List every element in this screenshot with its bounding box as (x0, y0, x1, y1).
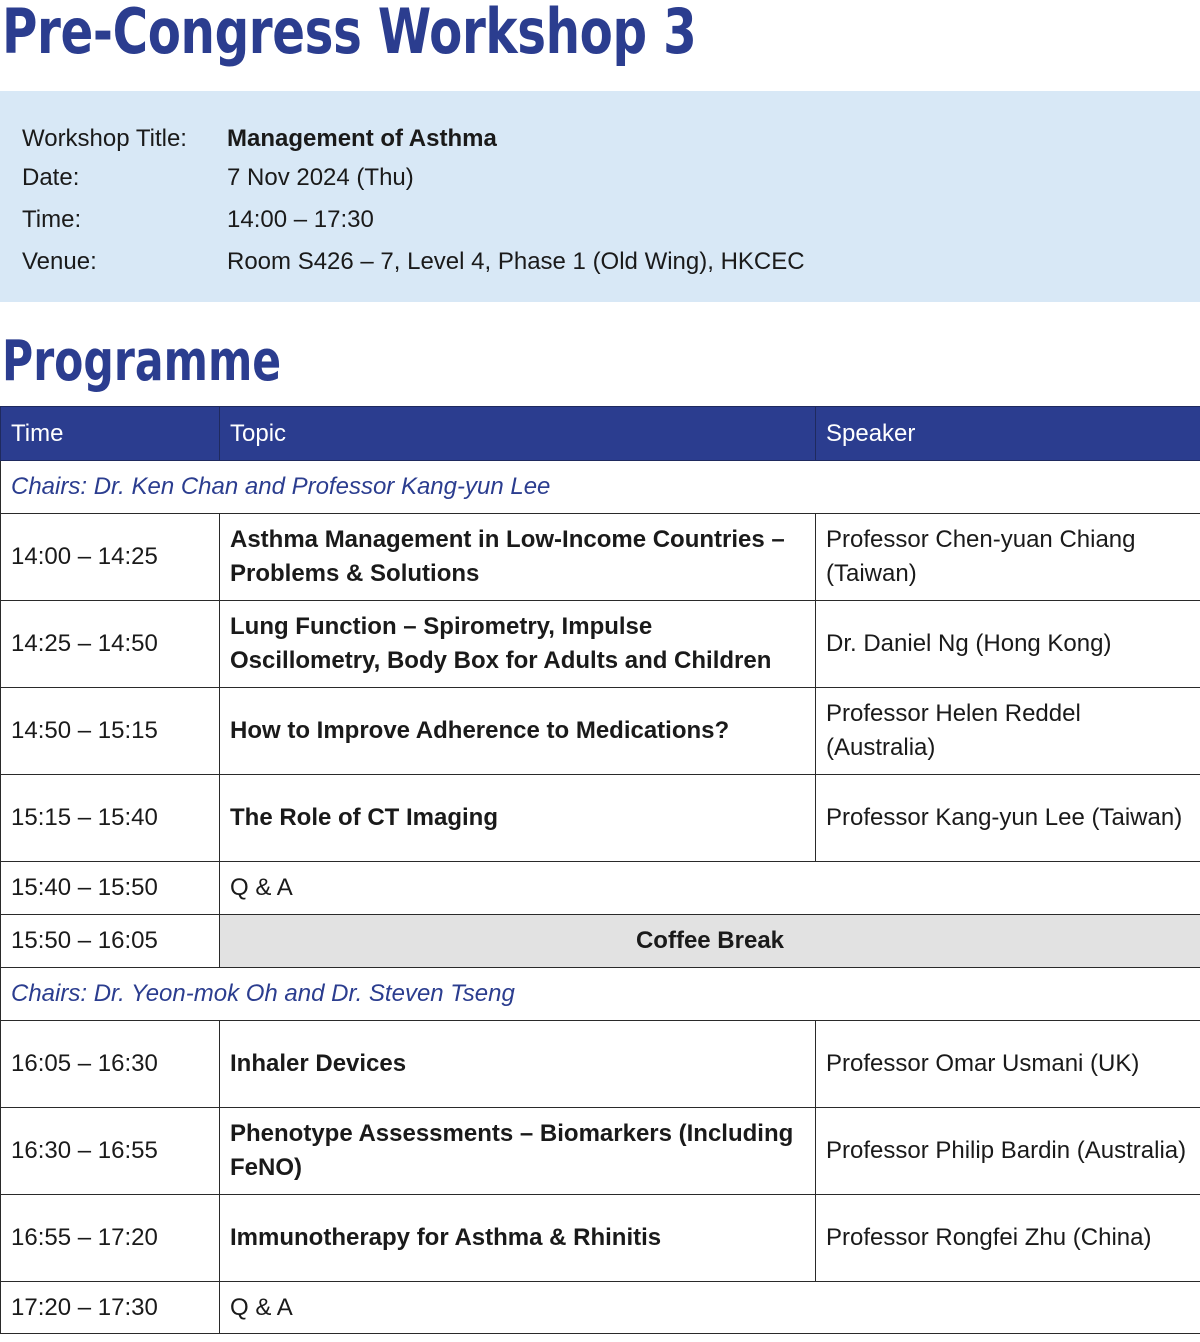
workshop-title-label: Workshop Title: (22, 125, 187, 152)
session-topic: Immunotherapy for Asthma & Rhinitis (220, 1195, 816, 1282)
qa-time: 15:40 – 15:50 (1, 862, 220, 915)
session-topic: Asthma Management in Low-Income Countries – Problems & Solutions (220, 514, 816, 601)
table-row (1, 775, 1200, 862)
session-speaker: Professor Rongfei Zhu (China) (816, 1195, 1200, 1282)
table-row (1, 688, 1200, 775)
chair-row (1, 461, 1200, 514)
chair-row (1, 968, 1200, 1021)
session-topic: The Role of CT Imaging (220, 775, 816, 862)
time-label: Time: (22, 206, 82, 233)
session-topic: Inhaler Devices (220, 1021, 816, 1108)
table-row (1, 601, 1200, 688)
session-speaker: Professor Omar Usmani (UK) (816, 1021, 1200, 1108)
session-speaker: Dr. Daniel Ng (Hong Kong) (816, 601, 1200, 688)
workshop-info-panel (0, 91, 1200, 302)
session-time: 16:30 – 16:55 (1, 1108, 220, 1195)
programme-table (0, 406, 1200, 1334)
session-topic: How to Improve Adherence to Medications? (220, 688, 816, 775)
table-row (1, 1108, 1200, 1195)
qa-row (1, 1282, 1200, 1334)
header-topic: Topic (220, 407, 816, 461)
header-speaker: Speaker (816, 407, 1200, 461)
break-row (1, 915, 1200, 968)
qa-text: Q & A (220, 862, 1200, 915)
qa-text: Q & A (220, 1282, 1200, 1334)
table-row (1, 1195, 1200, 1282)
venue-label: Venue: (22, 248, 97, 275)
session-topic: Phenotype Assessments – Biomarkers (Including FeNO) (220, 1108, 816, 1195)
session-speaker: Professor Kang-yun Lee (Taiwan) (816, 775, 1200, 862)
header-time: Time (1, 407, 220, 461)
table-row (1, 1021, 1200, 1108)
session-topic: Lung Function – Spirometry, Impulse Oscillometry, Body Box for Adults and Children (220, 601, 816, 688)
workshop-title-value: Management of Asthma (227, 125, 497, 152)
break-time: 15:50 – 16:05 (1, 915, 220, 968)
coffee-break-label: Coffee Break (220, 915, 1200, 968)
session-time: 14:50 – 15:15 (1, 688, 220, 775)
qa-row (1, 862, 1200, 915)
qa-time: 17:20 – 17:30 (1, 1282, 220, 1334)
session-time: 14:25 – 14:50 (1, 601, 220, 688)
session-time: 15:15 – 15:40 (1, 775, 220, 862)
chair-text: Chairs: Dr. Yeon-mok Oh and Dr. Steven Tseng (1, 968, 1200, 1021)
venue-value: Room S426 – 7, Level 4, Phase 1 (Old Wing), HKCEC (227, 248, 805, 275)
session-speaker: Professor Chen-yuan Chiang (Taiwan) (816, 514, 1200, 601)
session-speaker: Professor Philip Bardin (Australia) (816, 1108, 1200, 1195)
time-value: 14:00 – 17:30 (227, 206, 374, 233)
date-value: 7 Nov 2024 (Thu) (227, 164, 414, 191)
date-label: Date: (22, 164, 80, 191)
session-time: 16:05 – 16:30 (1, 1021, 220, 1108)
table-header-row (1, 407, 1200, 461)
programme-heading: Programme (2, 329, 282, 394)
session-speaker: Professor Helen Reddel (Australia) (816, 688, 1200, 775)
session-time: 16:55 – 17:20 (1, 1195, 220, 1282)
chair-text: Chairs: Dr. Ken Chan and Professor Kang-yun Lee (1, 461, 1200, 514)
table-row (1, 514, 1200, 601)
session-time: 14:00 – 14:25 (1, 514, 220, 601)
page-title: Pre-Congress Workshop 3 (2, 0, 697, 68)
